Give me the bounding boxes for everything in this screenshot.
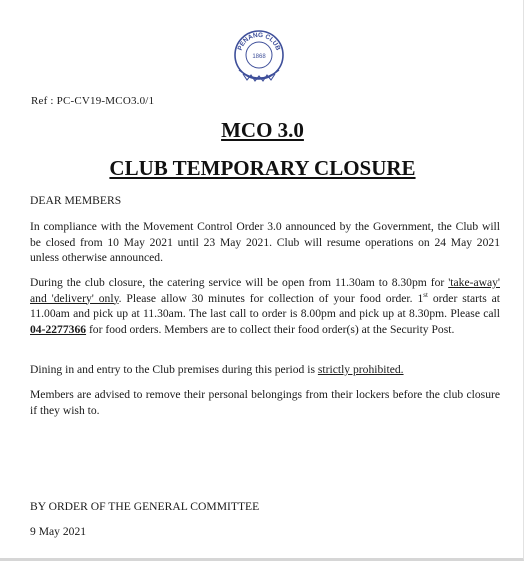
prohibited-emphasis: strictly prohibited. (317, 363, 404, 376)
heading-closure: CLUB TEMPORARY CLOSURE (109, 156, 416, 180)
paragraph-catering (30, 275, 500, 337)
paragraph-dining-prohibited (30, 362, 500, 378)
logo-year: 1868 (252, 54, 266, 60)
catering-text-2: . Please allow 30 minutes for collection of your food order. 1 (118, 291, 424, 305)
salutation: DEAR MEMBERS (30, 194, 122, 207)
paragraph-lockers: Members are advised to remove their personal belongings from their lockers before the club closure if they wish to. (30, 388, 500, 417)
penang-club-logo (233, 28, 285, 88)
notice-date: 9 May 2021 (30, 525, 87, 538)
catering-text-3: order starts at 11.00am and pick up at 11.30am. The last call to order is 8.00pm and pick up at 8.30pm. Please call (30, 291, 500, 320)
catering-text-1: During the club closure, the catering service will be open from 11.30am to 8.30pm for (30, 276, 449, 289)
catering-text-4: for food orders. Members are to collect their food order(s) at the Security Post. (86, 322, 455, 336)
reference-number: Ref : PC-CV19-MCO3.0/1 (31, 95, 155, 107)
signature-line: BY ORDER OF THE GENERAL COMMITTEE (30, 500, 260, 513)
dining-text: Dining in and entry to the Club premises during this period is (30, 363, 318, 376)
phone-number: 04-2277366 (30, 322, 87, 336)
paragraph-closure-dates: In compliance with the Movement Control Order 3.0 announced by the Government, the Club will be closed from 10 May 2021 until 23 May 2021. Club will resume operations on 24 May 2021 unless otherwise announced. (30, 220, 500, 264)
service-mode: 'take-away' and 'delivery' only (30, 276, 500, 305)
heading-mco: MCO 3.0 (221, 118, 304, 142)
logo-ring-text: PENANG CLUB (236, 31, 282, 52)
ordinal-suffix: st (423, 290, 428, 299)
